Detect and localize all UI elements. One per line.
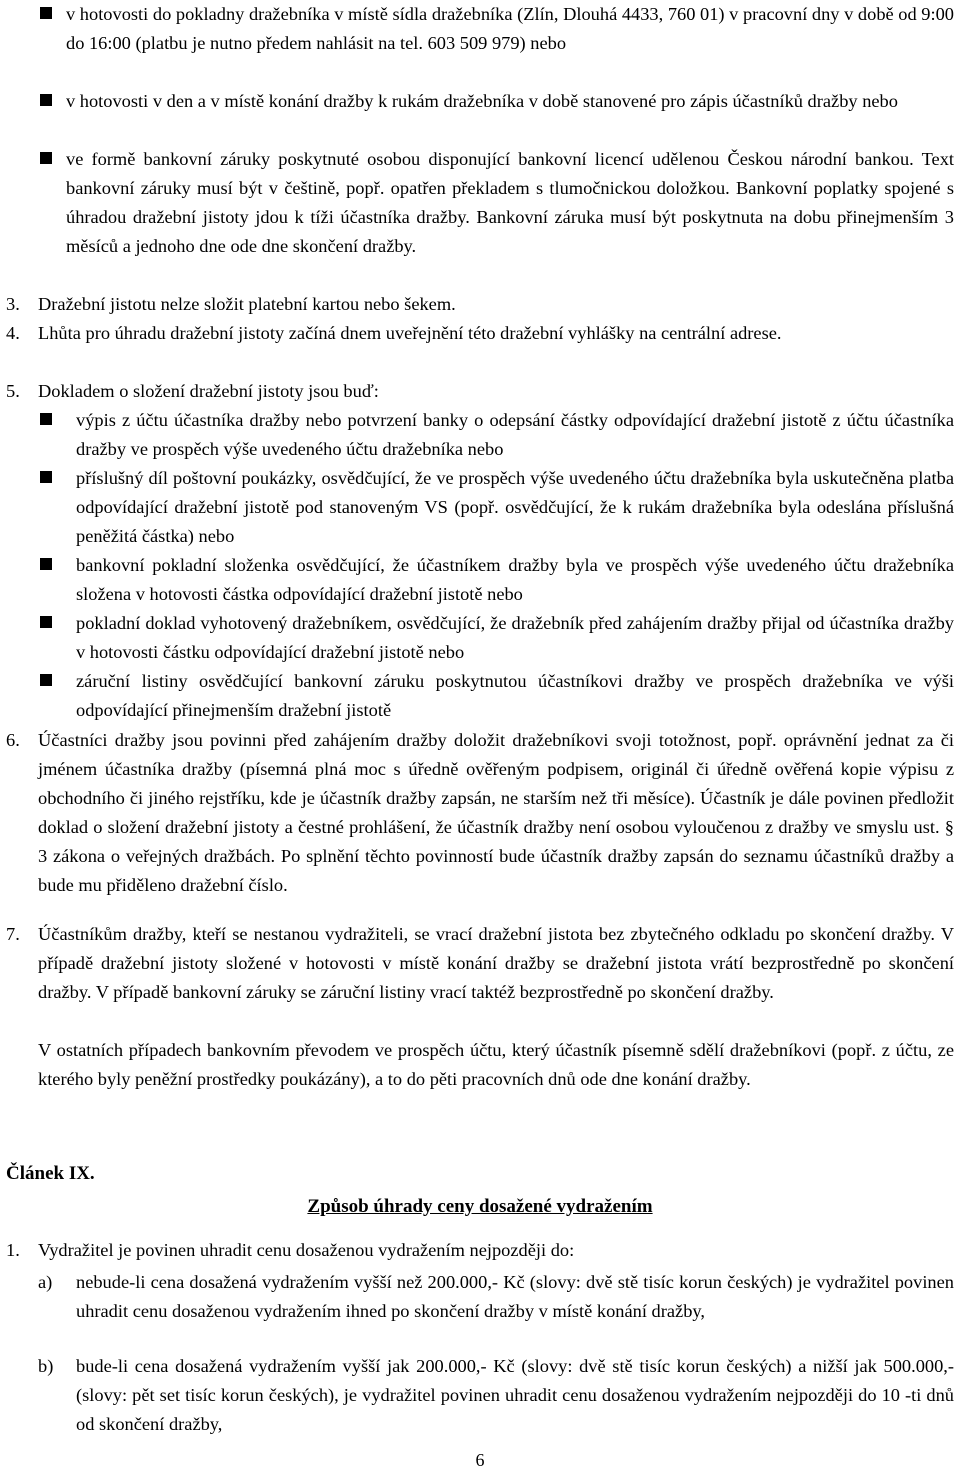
bullet-icon	[40, 616, 52, 628]
page-number: 6	[475, 1450, 485, 1470]
item-text: Dražební jistotu nelze složit platební kartou nebo šekem.	[38, 294, 456, 314]
bullet-text: v hotovosti v den a v místě konání dražby k rukám dražebníka v době stanovené pro zápis účastníků dražby nebo	[66, 91, 898, 111]
bullet-icon	[40, 152, 52, 164]
bullet-icon	[40, 413, 52, 425]
item-number: 5.	[6, 381, 20, 401]
sub-item-text: bude-li cena dosažená vydražením vyšší jak 200.000,- Kč (slovy: dvě stě tisíc korun českých) a nižší jak 500.000,- (slovy: pět set tisíc korun českých), je vydražitel povinen uhradit cenu dosaženou vydražením nejpozději do 10 -ti dnů od skončení dražby,	[76, 1356, 954, 1434]
item-number: 1.	[6, 1240, 20, 1260]
item-number: 6.	[6, 730, 20, 750]
item-text-continued: V ostatních případech bankovním převodem ve prospěch účtu, který účastník písemně sdělí dražebníkovi (popř. z účtu, ze kterého byly peněžní prostředky poukázány), a to do pěti pracovních dnů ode dne konání dražby.	[38, 1040, 954, 1089]
item-text: Účastníkům dražby, kteří se nestanou vydražiteli, se vrací dražební jistota bez zbytečného odkladu po skončení dražby. V případě dražební jistoty složené v hotovosti v místě konání dražby se dražební jistota vrátí bezprostředně po skončení dražby. V případě bankovní záruky se záruční listiny vrací taktéž bezprostředně po skončení dražby.	[38, 924, 954, 1002]
sub-item-label: a)	[38, 1272, 53, 1292]
bullet-icon	[40, 558, 52, 570]
item-text: Vydražitel je povinen uhradit cenu dosaženou vydražením nejpozději do:	[38, 1240, 575, 1260]
bullet-icon	[40, 471, 52, 483]
bullet-icon	[40, 674, 52, 686]
item-number: 3.	[6, 294, 20, 314]
bullet-text: příslušný díl poštovní poukázky, osvědčující, že ve prospěch výše uvedeného účtu dražebníka byla uskutečněna platba odpovídající dražební jistotě pod stanoveným VS (popř. osvědčující, že k rukám dražebníka byla odeslána příslušná peněžitá částka) nebo	[76, 468, 954, 546]
sub-item-text: nebude-li cena dosažená vydražením vyšší než 200.000,- Kč (slovy: dvě stě tisíc korun českých) je vydražitel povinen uhradit cenu dosaženou vydražením ihned po skončení dražby v místě konání dražby,	[76, 1272, 954, 1321]
item-number: 7.	[6, 924, 20, 944]
article-heading: Článek IX.	[6, 1163, 95, 1184]
item-text: Lhůta pro úhradu dražební jistoty začíná dnem uveřejnění této dražební vyhlášky na centrální adrese.	[38, 323, 782, 343]
item-text: Dokladem o složení dražební jistoty jsou buď:	[38, 381, 379, 401]
sub-item-label: b)	[38, 1356, 54, 1376]
item-text: Účastníci dražby jsou povinni před zahájením dražby doložit dražebníkovi svoji totožnost, popř. oprávnění jednat za či jménem účastníka dražby (písemná plná moc s úředně ověřeným podpisem, originál či úředně ověřená kopie výpisu z obchodního či jiného rejstříku, kde je účastník dražby zapsán, ne starším než tři měsíce). Účastník je dále povinen předložit doklad o složení dražební jistoty a čestné prohlášení, že účastník dražby není osobou vyloučenou z dražby ve smyslu ust. § 3 zákona o veřejných dražbách. Po splnění těchto povinností bude účastník dražby zapsán do seznamu účastníků dražby a bude mu přiděleno dražební číslo.	[38, 730, 954, 895]
bullet-icon	[40, 94, 52, 106]
article-subheading: Způsob úhrady ceny dosažené vydražením	[307, 1196, 653, 1217]
bullet-text: výpis z účtu účastníka dražby nebo potvrzení banky o odepsání částky odpovídající dražební jistotě z účtu účastníka dražby ve prospěch výše uvedeného účtu dražebníka nebo	[76, 410, 954, 459]
bullet-text: ve formě bankovní záruky poskytnuté osobou disponující bankovní licencí udělenou Českou národní bankou. Text bankovní záruky musí být v češtině, popř. opatřen překladem s tlumočnickou doložkou. Bankovní poplatky spojené s úhradou dražební jistoty jdou k tíži účastníka dražby. Bankovní záruka musí být poskytnuta na dobu přinejmenším 3 měsíců a jednoho dne ode dne skončení dražby.	[66, 149, 954, 256]
bullet-text: bankovní pokladní složenka osvědčující, že účastníkem dražby byla ve prospěch výše uvedeného účtu dražebníka složena v hotovosti částka odpovídající dražební jistotě nebo	[76, 555, 954, 604]
item-number: 4.	[6, 323, 20, 343]
bullet-text: pokladní doklad vyhotovený dražebníkem, osvědčující, že dražebník před zahájením dražby přijal od účastníka dražby v hotovosti částku odpovídající dražební jistotě nebo	[76, 613, 954, 662]
bullet-text: v hotovosti do pokladny dražebníka v místě sídla dražebníka (Zlín, Dlouhá 4433, 760 01) v pracovní dny v době od 9:00 do 16:00 (platbu je nutno předem nahlásit na tel. 603 509 979) nebo	[66, 4, 954, 53]
bullet-text: záruční listiny osvědčující bankovní záruku poskytnutou účastníkovi dražby ve prospěch dražebníka ve výši odpovídající přinejmenším dražební jistotě	[76, 671, 954, 720]
bullet-icon	[40, 7, 52, 19]
